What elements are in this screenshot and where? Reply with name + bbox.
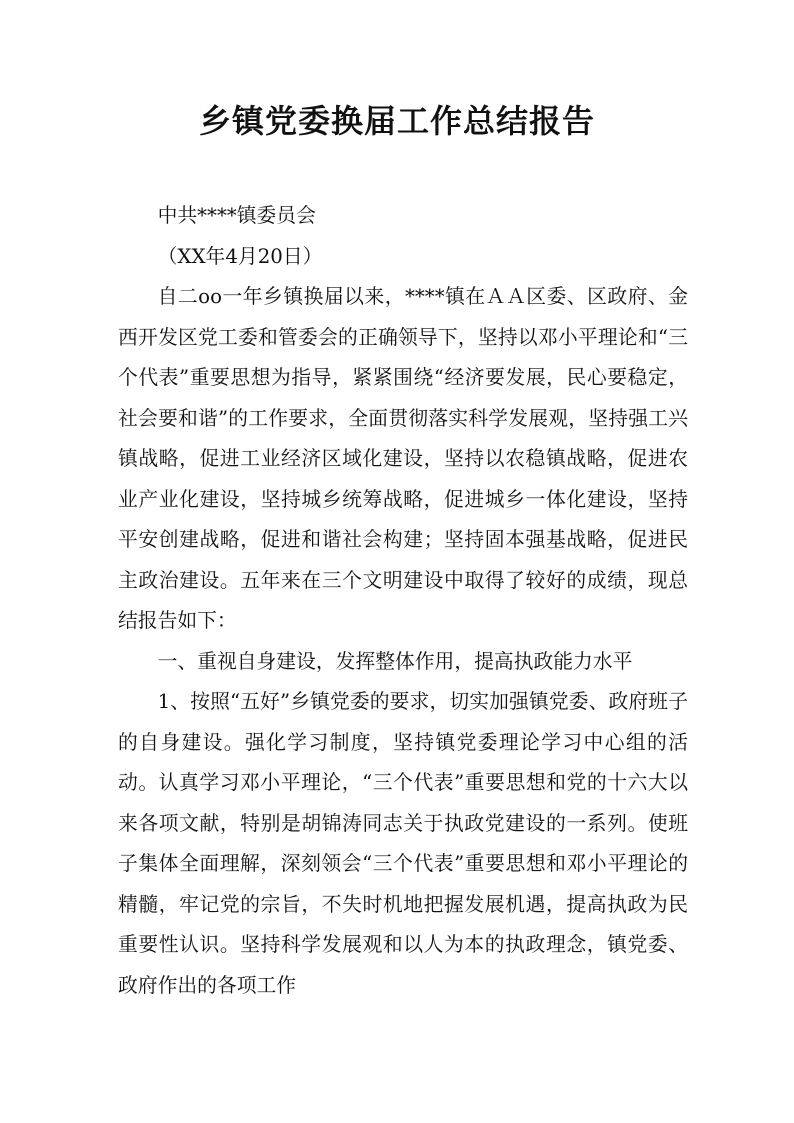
- document-title: 乡镇党委换届工作总结报告: [198, 102, 595, 140]
- section-heading-1: 一、重视自身建设，发挥整体作用，提高执政能力水平: [157, 649, 633, 673]
- document-body: [118, 196, 688, 1006]
- paragraph-item-1: 1、按照“五好”乡镇党委的要求，切实加强镇党委、政府班子的自身建设。强化学习制度，坚持镇党委理论学习中心组的活动。认真学习邓小平理论，“三个代表”重要思想和党的十六大以来各项文献，特别是胡锦涛同志关于执政党建设的一系列。使班子集体全面理解，深刻领会“三个代表”重要思想和邓小平理论的精髓，牢记党的宗旨，不失时机地把握发展机遇，提高执政为民重要性认识。坚持科学发展观和以人为本的执政理念，镇党委、政府作出的各项工作: [118, 690, 688, 997]
- document-date: （XX年4月20日）: [157, 244, 323, 268]
- issuing-organization: 中共****镇委员会: [157, 204, 316, 227]
- paragraph-intro: 自二oo一年乡镇换届以来，****镇在ＡＡ区委、区政府、金西开发区党工委和管委会的正确领导下，坚持以邓小平理论和“三个代表”重要思想为指导，紧紧围绕“经济要发展，民心要稳定，社会要和谐”的工作要求，全面贯彻落实科学发展观，坚持强工兴镇战略，促进工业经济区域化建设，坚持以农稳镇战略，促进农业产业化建设，坚持城乡统筹战略，促进城乡一体化建设，坚持平安创建战略，促进和谐社会构建；坚持固本强基战略，促进民主政治建设。五年来在三个文明建设中取得了较好的成绩，现总结报告如下：: [118, 285, 688, 632]
